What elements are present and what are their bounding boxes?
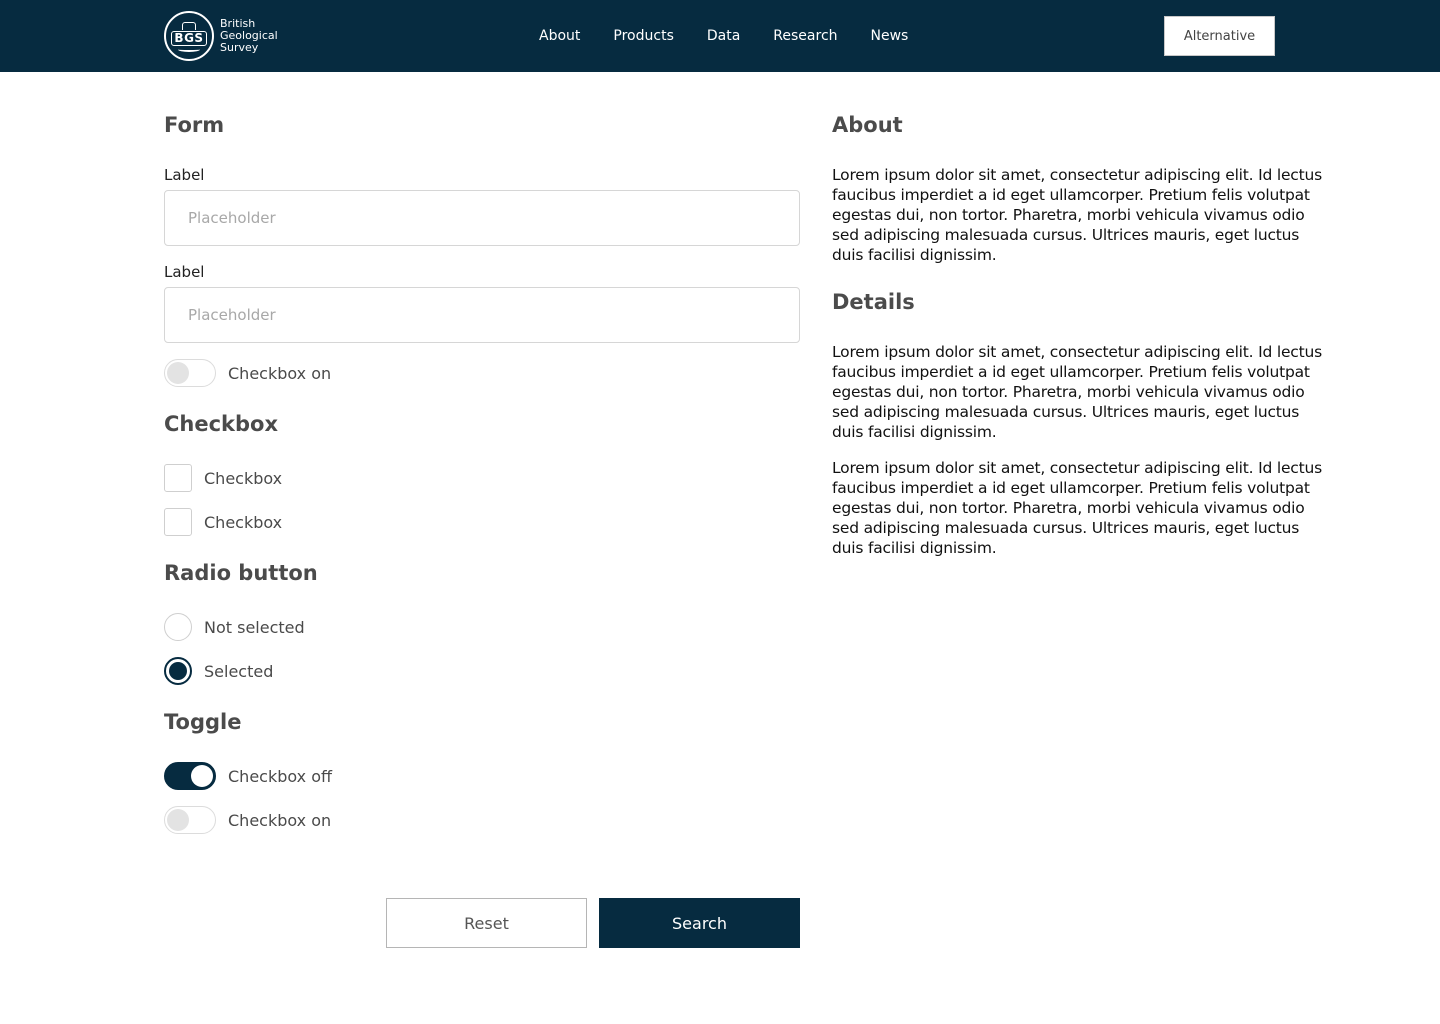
- bgs-badge-icon: [164, 11, 214, 61]
- search-button[interactable]: Search: [599, 898, 800, 948]
- main-nav: [539, 0, 908, 72]
- toggle-2[interactable]: [164, 806, 216, 834]
- radio-selected-label: Selected: [204, 662, 274, 681]
- radio-heading: Radio button: [164, 561, 318, 585]
- bgs-logo[interactable]: [164, 11, 278, 61]
- toggle-heading: Toggle: [164, 710, 242, 734]
- checkbox-heading: Checkbox: [164, 412, 279, 436]
- checkbox-2-label: Checkbox: [204, 513, 283, 532]
- form-toggle-label: Checkbox on: [228, 364, 332, 383]
- logo-wordmark: [220, 18, 278, 54]
- about-paragraph: Lorem ipsum dolor sit amet, consectetur adipiscing elit. Id lectus faucibus imperdiet a id eget ullamcorper. Pretium felis volutpat egestas dui, non tortor. Pharetra, morbi vehicula vivamus odio sed adipiscing malesuada cursus. Ultrices mauris, eget luctus duis facilisi dignissim.: [832, 166, 1322, 264]
- details-paragraph-2: Lorem ipsum dolor sit amet, consectetur adipiscing elit. Id lectus faucibus imperdiet a id eget ullamcorper. Pretium felis volutpat egestas dui, non tortor. Pharetra, morbi vehicula vivamus odio sed adipiscing malesuada cursus. Ultrices mauris, eget luctus duis facilisi dignissim.: [832, 459, 1322, 557]
- about-heading: About: [832, 113, 903, 137]
- toggle-1[interactable]: [164, 762, 216, 790]
- nav-item-about[interactable]: About: [539, 28, 581, 44]
- crown-icon: [182, 22, 196, 30]
- toggle-knob: [191, 765, 213, 787]
- field-1-label: Label: [164, 166, 205, 184]
- checkbox-1[interactable]: [164, 464, 192, 492]
- text-field-1[interactable]: [164, 190, 800, 246]
- alternative-button[interactable]: Alternative: [1164, 16, 1275, 56]
- nav-item-data[interactable]: Data: [706, 28, 741, 44]
- field-2-label: Label: [164, 263, 205, 281]
- nav-item-products[interactable]: Products: [613, 28, 674, 44]
- wave-icon: [178, 47, 200, 52]
- checkbox-1-label: Checkbox: [204, 469, 283, 488]
- details-paragraph-1: Lorem ipsum dolor sit amet, consectetur adipiscing elit. Id lectus faucibus imperdiet a id eget ullamcorper. Pretium felis volutpat egestas dui, non tortor. Pharetra, morbi vehicula vivamus odio sed adipiscing malesuada cursus. Ultrices mauris, eget luctus duis facilisi dignissim.: [832, 343, 1322, 441]
- reset-button[interactable]: Reset: [386, 898, 587, 948]
- checkbox-2[interactable]: [164, 508, 192, 536]
- details-heading: Details: [832, 290, 915, 314]
- radio-not-selected-label: Not selected: [204, 618, 305, 637]
- toggle-knob: [167, 362, 189, 384]
- form-heading: Form: [164, 113, 225, 137]
- radio-not-selected[interactable]: [164, 613, 192, 641]
- logo-line-3: Survey: [220, 41, 259, 54]
- toggle-1-label: Checkbox off: [228, 767, 333, 786]
- text-field-2[interactable]: [164, 287, 800, 343]
- logo-line-2: Geological: [220, 29, 278, 42]
- logo-abbreviation: BGS: [171, 31, 206, 46]
- logo-line-1: British: [220, 17, 256, 30]
- nav-item-research[interactable]: Research: [773, 28, 838, 44]
- toggle-2-label: Checkbox on: [228, 811, 332, 830]
- site-header: [0, 0, 1440, 72]
- radio-selected[interactable]: [164, 657, 192, 685]
- nav-item-news[interactable]: News: [870, 28, 909, 44]
- radio-dot: [169, 662, 187, 680]
- toggle-knob: [167, 809, 189, 831]
- form-toggle[interactable]: [164, 359, 216, 387]
